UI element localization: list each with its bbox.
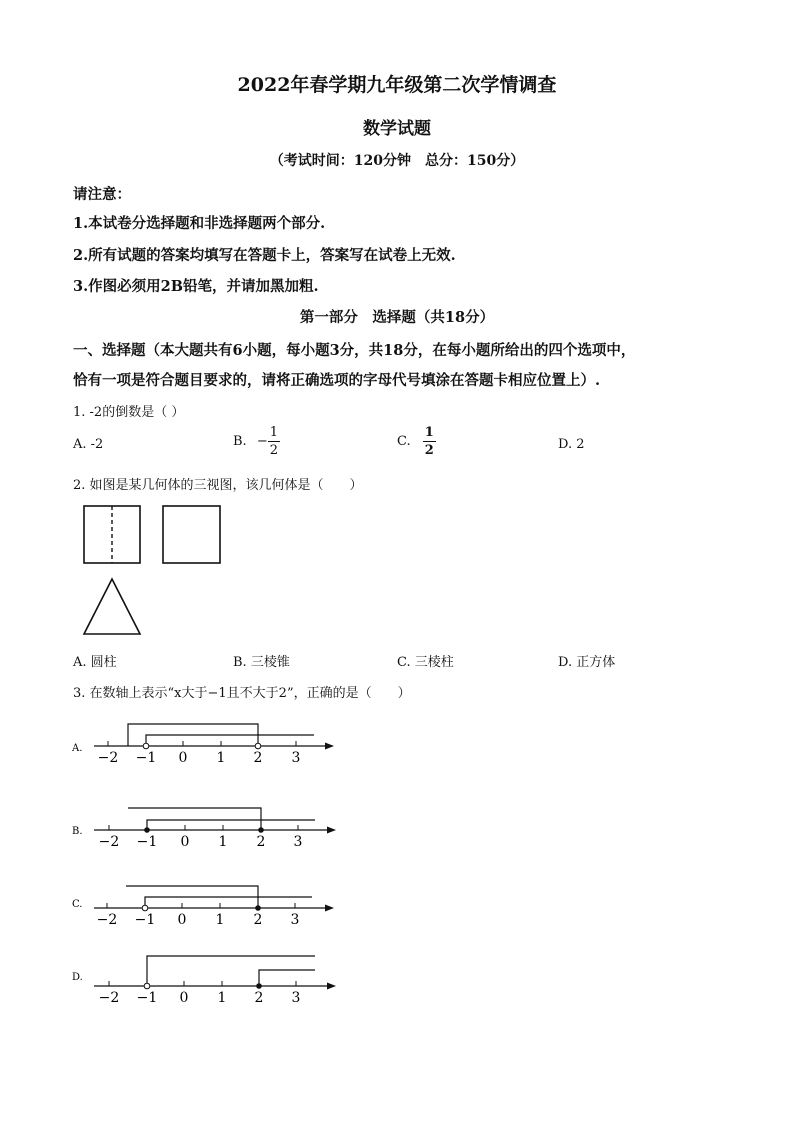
tick-label: 1 [216, 750, 226, 766]
tick-label: −1 [136, 990, 158, 1006]
notice-heading: 请注意： [73, 186, 131, 203]
tick-label: 3 [291, 990, 301, 1006]
q2-option-b: B. 三棱锥 [233, 655, 290, 670]
range-bracket-right [259, 970, 315, 986]
q2-option-c: C. 三棱柱 [397, 655, 454, 670]
tick-label: 3 [291, 750, 301, 766]
q1-option-b-denominator: 2 [269, 443, 279, 458]
q1-option-c-denominator: 2 [424, 443, 434, 458]
tick-label: −2 [97, 750, 119, 766]
tick-label: −2 [96, 912, 118, 928]
q2-option-d: D. 正方体 [558, 655, 616, 670]
q3-option-a-label: A. [72, 743, 83, 754]
tick-label: 3 [290, 912, 300, 928]
q3-option-d-label: D. [72, 972, 83, 983]
range-bracket-left [147, 956, 315, 986]
tick-label: 1 [217, 990, 227, 1006]
notice-item-1: 1.本试卷分选择题和非选择题两个部分. [73, 215, 326, 232]
tick-label: −1 [136, 834, 158, 850]
q1-option-d: D. 2 [558, 437, 585, 452]
q1-stem: 1. -2的倒数是（ ） [73, 405, 185, 420]
q3-option-c-label: C. [72, 899, 83, 910]
tick-label: 1 [218, 834, 228, 850]
axis-arrow [327, 983, 336, 990]
q3-stem: 3. 在数轴上表示“x大于−1且不大于2”，正确的是（ ） [73, 686, 411, 701]
open-point [144, 983, 150, 989]
q1-option-c-numerator: 1 [424, 425, 434, 440]
q1-option-c-label: C. [397, 434, 411, 449]
q1-option-b-numerator: 1 [269, 425, 279, 440]
exam-subject: 数学试题 [363, 119, 431, 139]
tick-label: 0 [179, 990, 189, 1006]
q1-option-a: A. -2 [73, 437, 104, 452]
tick-label: 0 [178, 750, 188, 766]
q3-option-b-label: B. [72, 826, 83, 837]
exam-info: （考试时间：120分钟 总分：150分） [269, 153, 525, 169]
notice-item-3: 3.作图必须用2B铅笔，并请加黑加粗. [73, 278, 319, 295]
section-instructions-line2: 恰有一项是符合题目要求的，请将正确选项的字母代号填涂在答题卡相应位置上）. [73, 372, 601, 389]
tick-label: 2 [253, 912, 263, 928]
tick-label: 0 [177, 912, 187, 928]
section-instructions-line1: 一、选择题（本大题共有6小题，每小题3分，共18分，在每小题所给出的四个选项中， [73, 342, 636, 359]
solid-point [256, 983, 262, 989]
q1-option-b-label: B. [233, 434, 247, 449]
tick-label: 1 [215, 912, 225, 928]
q2-option-a: A. 圆柱 [73, 655, 117, 670]
q2-stem: 2. 如图是某几何体的三视图，该几何体是（ ） [73, 478, 363, 493]
tick-label: −2 [98, 834, 120, 850]
tick-label: −1 [134, 912, 156, 928]
exam-title: 2022年春学期九年级第二次学情调查 [237, 74, 557, 96]
part1-title: 第一部分 选择题（共18分） [299, 309, 495, 326]
tick-label: 2 [253, 750, 263, 766]
tick-label: 0 [180, 834, 190, 850]
tick-label: 3 [293, 834, 303, 850]
tick-label: −2 [98, 990, 120, 1006]
tick-label: −1 [135, 750, 157, 766]
tick-label: 2 [256, 834, 266, 850]
tick-label: 2 [254, 990, 264, 1006]
notice-item-2: 2.所有试题的答案均填写在答题卡上，答案写在试卷上无效. [73, 247, 456, 264]
q1-option-b-sign: − [256, 434, 268, 449]
